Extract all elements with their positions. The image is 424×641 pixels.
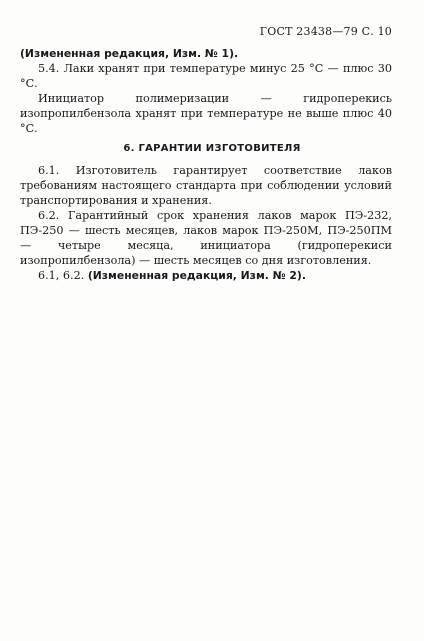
paragraph-initiator: Инициатор полимеризации — гидроперекись изопропилбензола хранят при температуре не выше плюс 40 °С. [20, 92, 392, 135]
top-block [20, 46, 392, 136]
amendment-2-prefix: 6.1, 6.2. [38, 269, 88, 282]
section-6-title: 6. ГАРАНТИИ ИЗГОТОВИТЕЛЯ [123, 143, 301, 154]
section-6-body [20, 163, 392, 283]
amendment-note-2: (Измененная редакция, Изм. № 2). [87, 269, 306, 282]
paragraph-6-1: 6.1. Изготовитель гарантирует соответствие лаков требованиям настоящего стандарта при соблюдении условий транспортирования и хранения. [20, 164, 392, 207]
paragraph-5-4: 5.4. Лаки хранят при температуре минус 25 °С — плюс 30 °С. [20, 62, 392, 90]
page-header: ГОСТ 23438—79 С. 10 [259, 25, 392, 38]
paragraph-6-2: 6.2. Гарантийный срок хранения лаков марок ПЭ-232, ПЭ-250 — шесть месяцев, лаков марок ПЭ-250М, ПЭ-250ПМ — четыре месяца, инициатора (гидроперекиси изопропилбензола) — шесть месяцев со дня изготовления. [20, 209, 392, 267]
amendment-note-1: (Измененная редакция, Изм. № 1). [20, 47, 239, 60]
amendment-note-2-line [20, 268, 392, 283]
